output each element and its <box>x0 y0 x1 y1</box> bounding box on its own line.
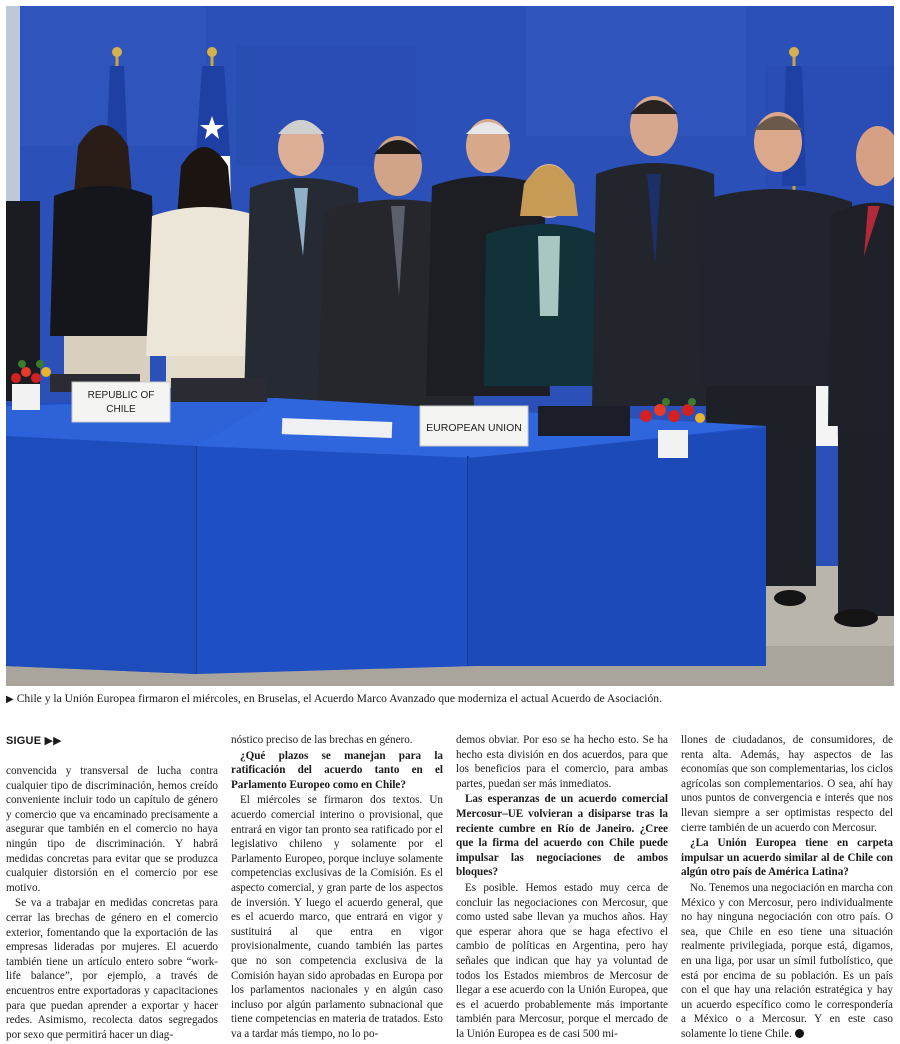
article-column-4 <box>681 733 893 1042</box>
photo-caption <box>6 691 894 708</box>
sign-chile-line1: REPUBLIC OF <box>87 390 155 401</box>
paragraph: Es posible. Hemos estado muy cerca de concluir las negociaciones con Mercosur, que como usted sabe llevan ya muchos años. Hay que esperar ahora que se haga efectivo el cambio de políticas en Argentina, pero hay señales que indican que hay ya voluntad de todos los Estados miembros de Mercosur de llegar a ese acuerdo con la Unión Europea, que es el acuerdo probablemente más importante también para Mercosur, porque el mercado de la Unión Europea es de casi 500 mi- <box>456 881 668 1040</box>
article-column-2 <box>231 733 443 1042</box>
article-body <box>6 733 894 1041</box>
paragraph: llones de ciudadanos, de consumidores, de renta alta. Además, hay aspectos de las economías que son complementarias, los ciclos agrícolas son complementarios. O sea, ahí hay unos puntos de convergencia e interés que nos llevan siempre a ser optimistas respecto del cierre también de un acuerdo con Mercosur. <box>681 734 893 834</box>
sign-european-union <box>420 406 528 446</box>
paragraph-final-text: No. Tenemos una negociación en marcha con México y con Mercosur, pero individualmente no hay ninguna negociación con otro país. O sea, que Chile en eso tiene una situación realmente privilegiada, porque está, digamos, en una liga, por usar un símil futbolístico, que está por encima de su población. Es un país con el que hay una relación estratégica y hay un acuerdo específico como le correspondería a México o a Mercosur. Y en este caso solamente lo tiene Chile. <box>681 881 893 1040</box>
interview-question: ¿La Unión Europea tiene en carpeta impulsar un acuerdo similar al de Chile con algún otro país de América Latina? <box>681 837 893 879</box>
interview-question: Las esperanzas de un acuerdo comercial Mercosur–UE volvieran a disiparse tras la reciente cumbre en Río de Janeiro. ¿Cree que la firma del acuerdo con Chile puede impulsar las negociaciones de ambos bloques? <box>456 793 668 879</box>
article-column-3 <box>456 733 668 1042</box>
sign-eu-text: EUROPEAN UNION <box>426 422 522 434</box>
folder-chile <box>171 378 267 402</box>
photo-illustration <box>6 6 894 686</box>
end-mark-icon <box>795 1029 804 1038</box>
signing-tables <box>6 398 766 674</box>
sigue-label: SIGUE ▶▶ <box>6 735 62 747</box>
interview-question: ¿Qué plazos se manejan para la ratificación del acuerdo tanto en el Parlamento Europeo como en Chile? <box>231 749 443 791</box>
article-column-1 <box>6 733 218 1043</box>
article-photo <box>6 6 894 686</box>
paragraph: El miércoles se firmaron dos textos. Un acuerdo comercial interino o provisional, que entrará en vigor tan pronto sea ratificado por el legislativo chileno y solamente por el Parlamento Europeo, porque incluye solamente competencias exclusivas de la Comisión. Es el aspecto comercial, y gran parte de los aspectos de inversión. Y luego el acuerdo general, que es el acuerdo marco, que entrará en vigor y sustituirá al que entra en vigor provisionalmente, cuando también las partes que no son competencia exclusiva de la Comisión hayan sido aprobadas en Europa por los parlamentos nacionales y en algún caso incluso por algún parlamento subnacional que tiene competencias en materia de tratados. Esto va a tardar más tiempo, no lo po- <box>231 794 443 1040</box>
paragraph: nóstico preciso de las brechas en género. <box>231 734 413 746</box>
folder-eu <box>538 406 630 436</box>
paragraph-final <box>681 881 893 1042</box>
sign-republic-of-chile <box>72 382 170 422</box>
caption-marker-icon: ▶ <box>6 694 14 705</box>
paragraph: demos obviar. Por eso se ha hecho esto. Se ha hecho esta división en dos acuerdos, para que los beneficios para el comercio, para ambas partes, puedan ser más inmediatos. <box>456 734 668 790</box>
paragraph: convencida y transversal de lucha contra cualquier tipo de discriminación, hemos creído conveniente incluir todo un capítulo de género y comercio que va encaminado precisamente a asegurar que también en el comercio no haya ningún tipo de discriminación. Y habrá medidas concretas para evitar que se produzca cualquier distorsión en el comercio por ese motivo. <box>6 765 218 894</box>
caption-text: Chile y la Unión Europea firmaron el miércoles, en Bruselas, el Acuerdo Marco Avanzado que moderniza el actual Acuerdo de Asociación. <box>16 692 662 705</box>
paragraph: Se va a trabajar en medidas concretas para cerrar las brechas de género en el comercio exterior, fomentando que la exportación de las empresas lideradas por mujeres. El acuerdo también tiene un artículo entero sobre “work-life balance”, por ejemplo, a través de encuentros entre exportadoras y capacitaciones para que puedan aprender a exportar y hacer redes. Asimismo, recolecta datos segregados por sexo que permitirá hacer un diag- <box>6 897 218 1041</box>
sign-chile-line2: CHILE <box>106 404 136 415</box>
